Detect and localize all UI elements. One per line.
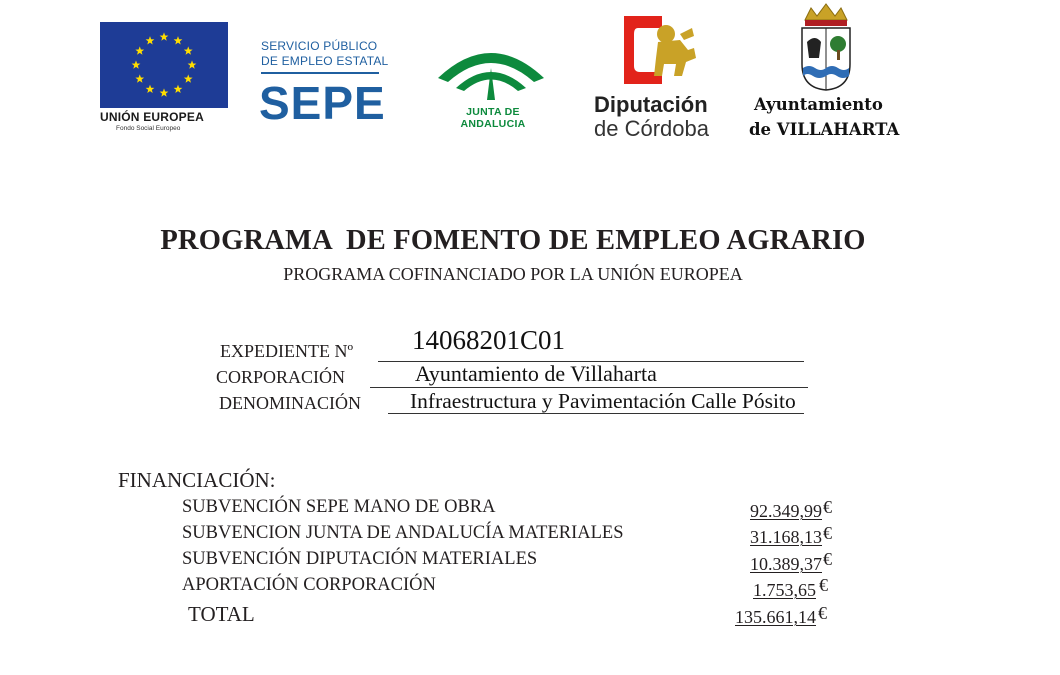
eu-star-icon: [135, 46, 144, 54]
financing-total-currency: €: [818, 603, 827, 623]
financing-row-amount: 92.349,99: [750, 501, 822, 521]
diputacion-cordoba-logo-icon: [622, 14, 700, 84]
denominacion-value: Infraestructura y Pavimentación Calle Pósito: [410, 389, 796, 413]
ayuntamiento-logo-line1: Ayuntamiento: [754, 95, 883, 114]
eu-star-icon: [132, 60, 141, 68]
sepe-logo-divider: [261, 72, 379, 74]
financing-row-currency: €: [823, 497, 832, 517]
sepe-logo-wordmark: SEPE: [259, 77, 386, 129]
financing-row-label: SUBVENCIÓN SEPE MANO DE OBRA: [182, 497, 496, 517]
diputacion-logo-line2: de Córdoba: [594, 116, 709, 141]
financing-total-amount: 135.661,14: [735, 607, 816, 627]
eu-stars-icon: [100, 22, 228, 108]
eu-star-icon: [135, 74, 144, 82]
eu-star-icon: [184, 46, 193, 54]
ayuntamiento-logo-line2: de VILLAHARTA: [749, 120, 900, 139]
eu-star-icon: [188, 60, 197, 68]
diputacion-logo-line1: Diputación: [594, 92, 708, 117]
junta-andalucia-emblem-icon: [432, 38, 550, 102]
expediente-label: EXPEDIENTE Nº: [220, 341, 354, 361]
financing-row-currency: €: [819, 575, 828, 595]
eu-star-icon: [160, 88, 169, 96]
eu-star-icon: [184, 74, 193, 82]
eu-logo-subtitle: Fondo Social Europeo: [116, 125, 181, 132]
eu-star-icon: [174, 85, 183, 93]
financing-row-label: SUBVENCION JUNTA DE ANDALUCÍA MATERIALES: [182, 523, 624, 543]
corporacion-underline: [370, 387, 808, 388]
corporacion-label: CORPORACIÓN: [216, 367, 346, 387]
eu-logo-name: UNIÓN EUROPEA: [100, 110, 204, 124]
corporacion-value: Ayuntamiento de Villaharta: [415, 361, 657, 386]
eu-star-icon: [146, 36, 155, 44]
financing-row-amount: 10.389,37: [750, 554, 822, 574]
financing-row-currency: €: [823, 523, 832, 543]
program-title: PROGRAMA DE FOMENTO DE EMPLEO AGRARIO: [160, 225, 866, 256]
eu-flag-logo: [100, 22, 228, 108]
financing-heading: FINANCIACIÓN:: [118, 468, 276, 492]
financing-total-label: TOTAL: [188, 602, 255, 626]
villaharta-coat-of-arms-icon: [797, 2, 855, 92]
financing-row-label: SUBVENCIÓN DIPUTACIÓN MATERIALES: [182, 549, 538, 569]
financing-row-currency: €: [823, 549, 832, 569]
sepe-logo-line2: DE EMPLEO ESTATAL: [261, 54, 389, 68]
eu-star-icon: [160, 32, 169, 40]
denominacion-label: DENOMINACIÓN: [219, 393, 361, 413]
eu-star-icon: [146, 85, 155, 93]
financing-row-amount: 31.168,13: [750, 527, 822, 547]
junta-logo-name: JUNTA DE ANDALUCIA: [460, 106, 526, 130]
expediente-value: 14068201C01: [412, 325, 566, 355]
sepe-logo-line1: SERVICIO PÚBLICO: [261, 39, 378, 53]
program-subtitle: PROGRAMA COFINANCIADO POR LA UNIÓN EUROPEA: [283, 264, 743, 284]
financing-row-label: APORTACIÓN CORPORACIÓN: [182, 575, 436, 595]
eu-star-icon: [174, 36, 183, 44]
financing-row-amount: 1.753,65: [753, 580, 816, 600]
